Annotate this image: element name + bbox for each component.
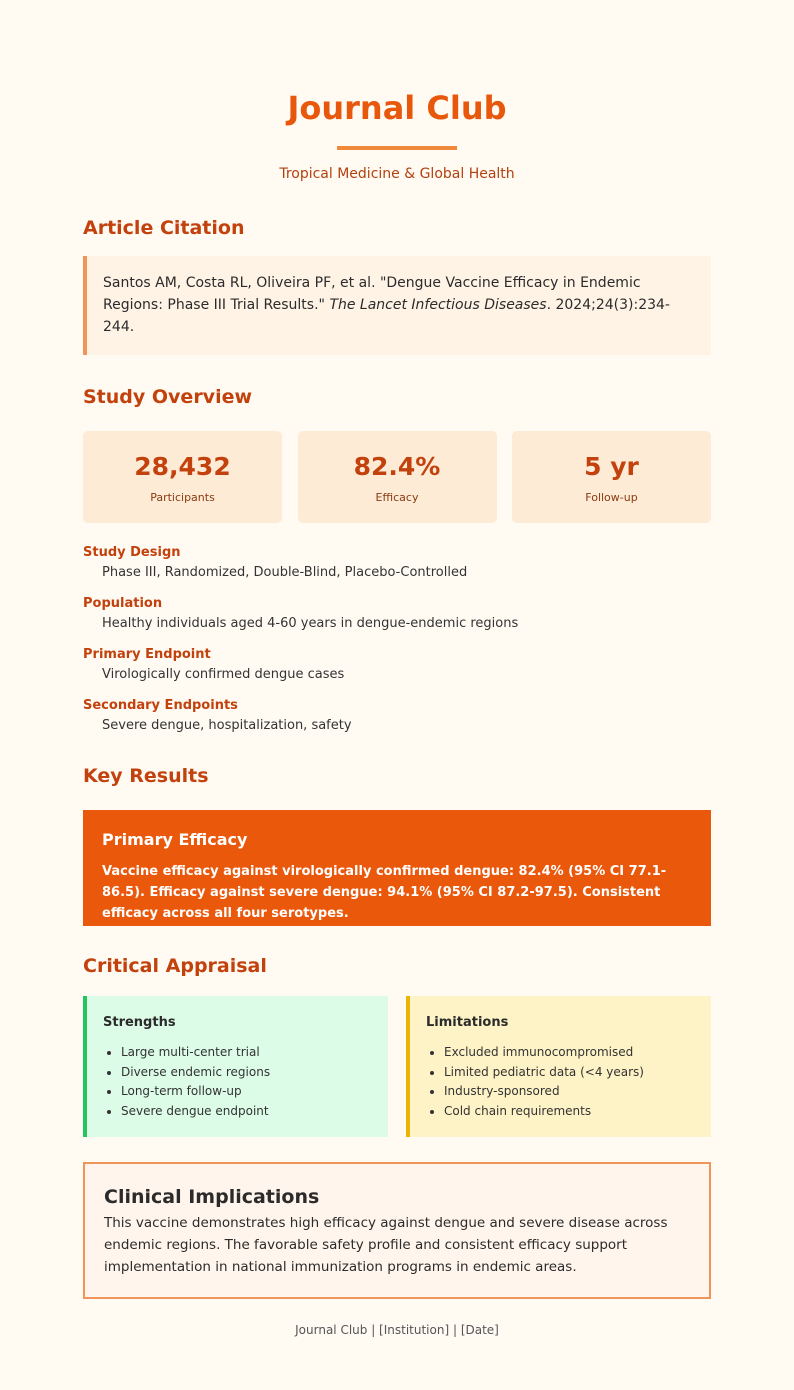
stat-value: 28,432 [134,452,231,481]
detail-label: Study Design [83,545,181,560]
detail-label: Secondary Endpoints [83,698,238,713]
list-item: • Large multi-center trial [121,1043,372,1063]
limitations-list [426,1043,695,1121]
list-item: • Long-term follow-up [121,1082,372,1102]
results-section-title: Key Results [83,765,209,787]
list-item: • Industry-sponsored [444,1082,695,1102]
strengths-list [103,1043,372,1121]
strengths-card [83,996,388,1137]
detail-label: Primary Endpoint [83,647,211,662]
footer: Journal Club | [Institution] | [Date] [295,1323,499,1337]
stat-participants [83,431,282,523]
result-heading: Primary Efficacy [102,830,248,849]
clinical-implications-box [83,1162,711,1299]
detail-value: Virologically confirmed dengue cases [102,667,345,682]
detail-study-design [83,543,711,583]
list-item: • Diverse endemic regions [121,1063,372,1083]
limitations-title: Limitations [426,1015,509,1030]
stat-label: Participants [150,491,215,504]
citation-section-title: Article Citation [83,217,245,239]
list-item: • Excluded immunocompromised [444,1043,695,1063]
primary-efficacy-box [83,810,711,926]
strengths-title: Strengths [103,1015,176,1030]
stat-label: Efficacy [375,491,419,504]
study-details [83,543,711,736]
result-text: Vaccine efficacy against virologically confirmed dengue: 82.4% (95% CI 77.1-86.5). Efficacy against severe dengue: 94.1% (95% CI 87.2-97.5). Consistent efficacy across all four serotypes. [102,864,667,921]
page-title: Journal Club [287,89,507,127]
appraisal-section-title: Critical Appraisal [83,955,267,977]
citation-authors-title: Santos AM, Costa RL, Oliveira PF, et al. "Dengue Vaccine Efficacy in Endemic Regions: Phase III Trial Results." [103,275,641,313]
detail-population [83,594,711,634]
stat-value: 82.4% [353,452,441,481]
list-item: • Severe dengue endpoint [121,1102,372,1122]
detail-label: Population [83,596,163,611]
citation-details: . 2024;24(3):234-244. [103,297,670,335]
stat-label: Follow-up [585,491,638,504]
implications-title: Clinical Implications [104,1186,320,1208]
header [83,88,711,184]
implications-text: This vaccine demonstrates high efficacy against dengue and severe disease across endemic regions. The favorable safety profile and consistent efficacy support implementation in national immunization programs in endemic areas. [104,1215,668,1275]
detail-value: Phase III, Randomized, Double-Blind, Placebo-Controlled [102,565,468,580]
detail-secondary-endpoints [83,696,711,736]
overview-section-title: Study Overview [83,386,253,408]
page-subtitle: Tropical Medicine & Global Health [279,166,515,182]
stat-efficacy [298,431,497,523]
list-item: • Cold chain requirements [444,1102,695,1122]
appraisal-row [83,996,711,1137]
title-divider [337,146,457,150]
limitations-card [406,996,711,1137]
list-item: • Limited pediatric data (<4 years) [444,1063,695,1083]
detail-primary-endpoint [83,645,711,685]
stat-follow-up [512,431,711,523]
citation-journal: The Lancet Infectious Diseases [329,297,547,313]
detail-value: Healthy individuals aged 4-60 years in dengue-endemic regions [102,616,519,631]
stat-value: 5 yr [584,452,639,481]
detail-value: Severe dengue, hospitalization, safety [102,718,352,733]
journal-club-page [83,0,711,1339]
stats-row [83,431,711,523]
article-citation [83,256,711,355]
